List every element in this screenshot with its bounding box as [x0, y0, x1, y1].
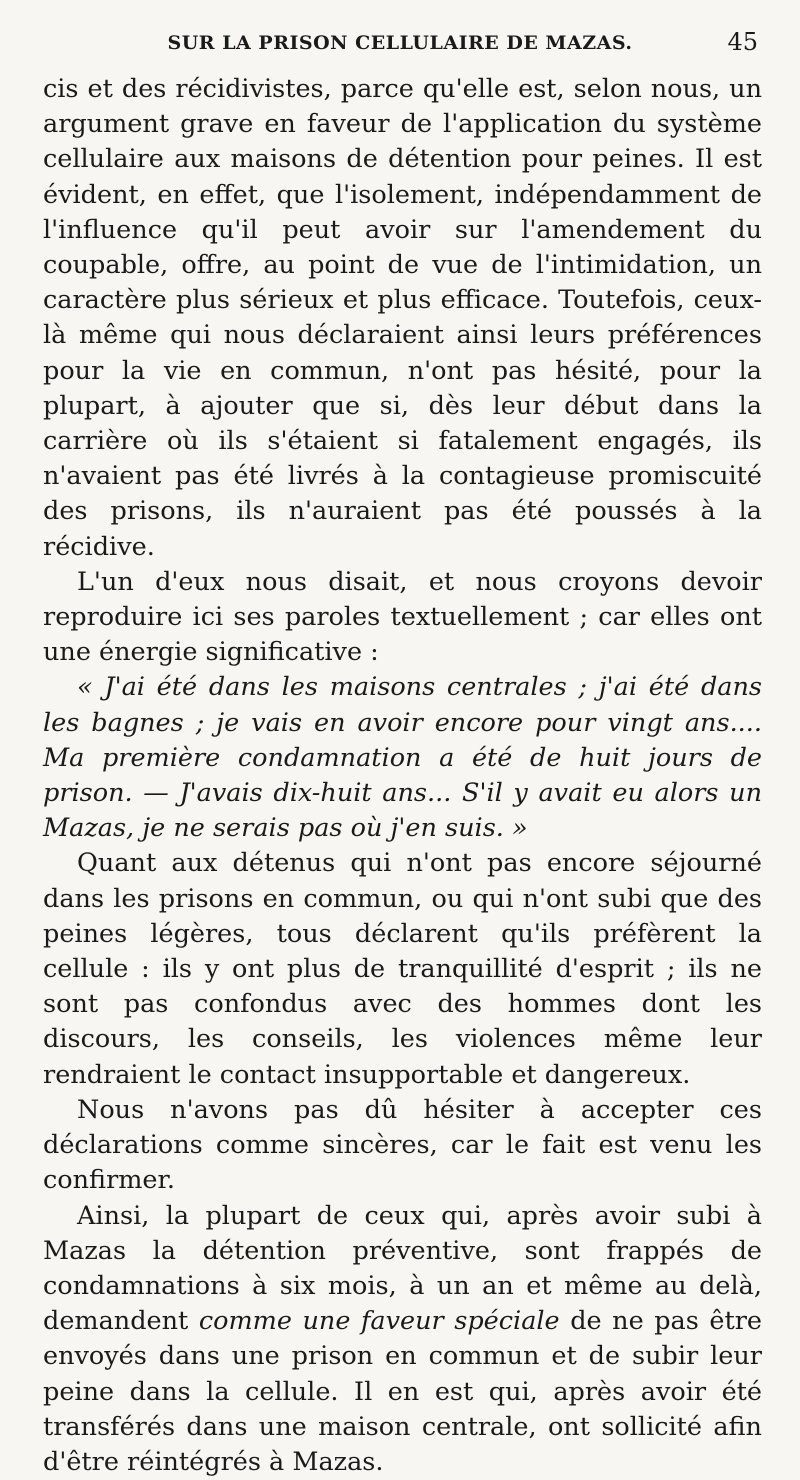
- page-body: [43, 72, 762, 1480]
- emphasized-phrase: comme une faveur spéciale: [199, 1306, 560, 1336]
- paragraph-text: Ainsi, la plupart de ceux qui, après avoir subi à Mazas la détention préventive, sont frappés de condamnations à six mois, à un an et même au delà, demandent: [43, 1201, 762, 1337]
- paragraph-text: de ne pas être envoyés dans une prison en commun et de subir leur peine dans la cellule. Il en est qui, après avoir été transférés dans une maison centrale, ont sollicité afin d'être réintégrés à Mazas.: [43, 1306, 762, 1477]
- running-title: SUR LA PRISON CELLULAIRE DE MAZAS.: [40, 32, 760, 54]
- paragraph-prisoner-testimony-intro: L'un d'eux nous disait, et nous croyons devoir reproduire ici ses paroles textuellement ; car elles ont une énergie significative :: [43, 565, 762, 671]
- page-header: [40, 32, 760, 62]
- paragraph-transfer-requests: [43, 1199, 762, 1480]
- prisoner-quote: « J'ai été dans les maisons centrales ; j'ai été dans les bagnes ; je vais en avoir encore pour vingt ans.... Ma première condamnation a été de huit jours de prison. — J'avais dix-huit ans... S'il y avait eu alors un Mazas, je ne serais pas où j'en suis. »: [43, 670, 762, 846]
- paragraph-continuation: cis et des récidivistes, parce qu'elle est, selon nous, un argument grave en faveur de l'application du système cellulaire aux maisons de détention pour peines. Il est évident, en effet, que l'isolement, indépendamment de l'influence qu'il peut avoir sur l'amendement du coupable, offre, au point de vue de l'intimidation, un caractère plus sérieux et plus efficace. Toutefois, ceux-là même qui nous déclaraient ainsi leurs préférences pour la vie en commun, n'ont pas hésité, pour la plupart, à ajouter que si, dès leur début dans la carrière où ils s'étaient si fatalement engagés, ils n'avaient pas été livrés à la contagieuse promiscuité des prisons, ils n'auraient pas été poussés à la récidive.: [43, 72, 762, 565]
- paragraph-first-time-detainees: Quant aux détenus qui n'ont pas encore séjourné dans les prisons en commun, ou qui n'ont subi que des peines légères, tous déclarent qu'ils préfèrent la cellule : ils y ont plus de tranquillité d'esprit ; ils ne sont pas confondus avec des hommes dont les discours, les conseils, les violences même leur rendraient le contact insupportable et dangereux.: [43, 846, 762, 1092]
- page-number: 45: [727, 28, 758, 56]
- paragraph-sincere-declarations: Nous n'avons pas dû hésiter à accepter ces déclarations comme sincères, car le fait est venu les confirmer.: [43, 1093, 762, 1199]
